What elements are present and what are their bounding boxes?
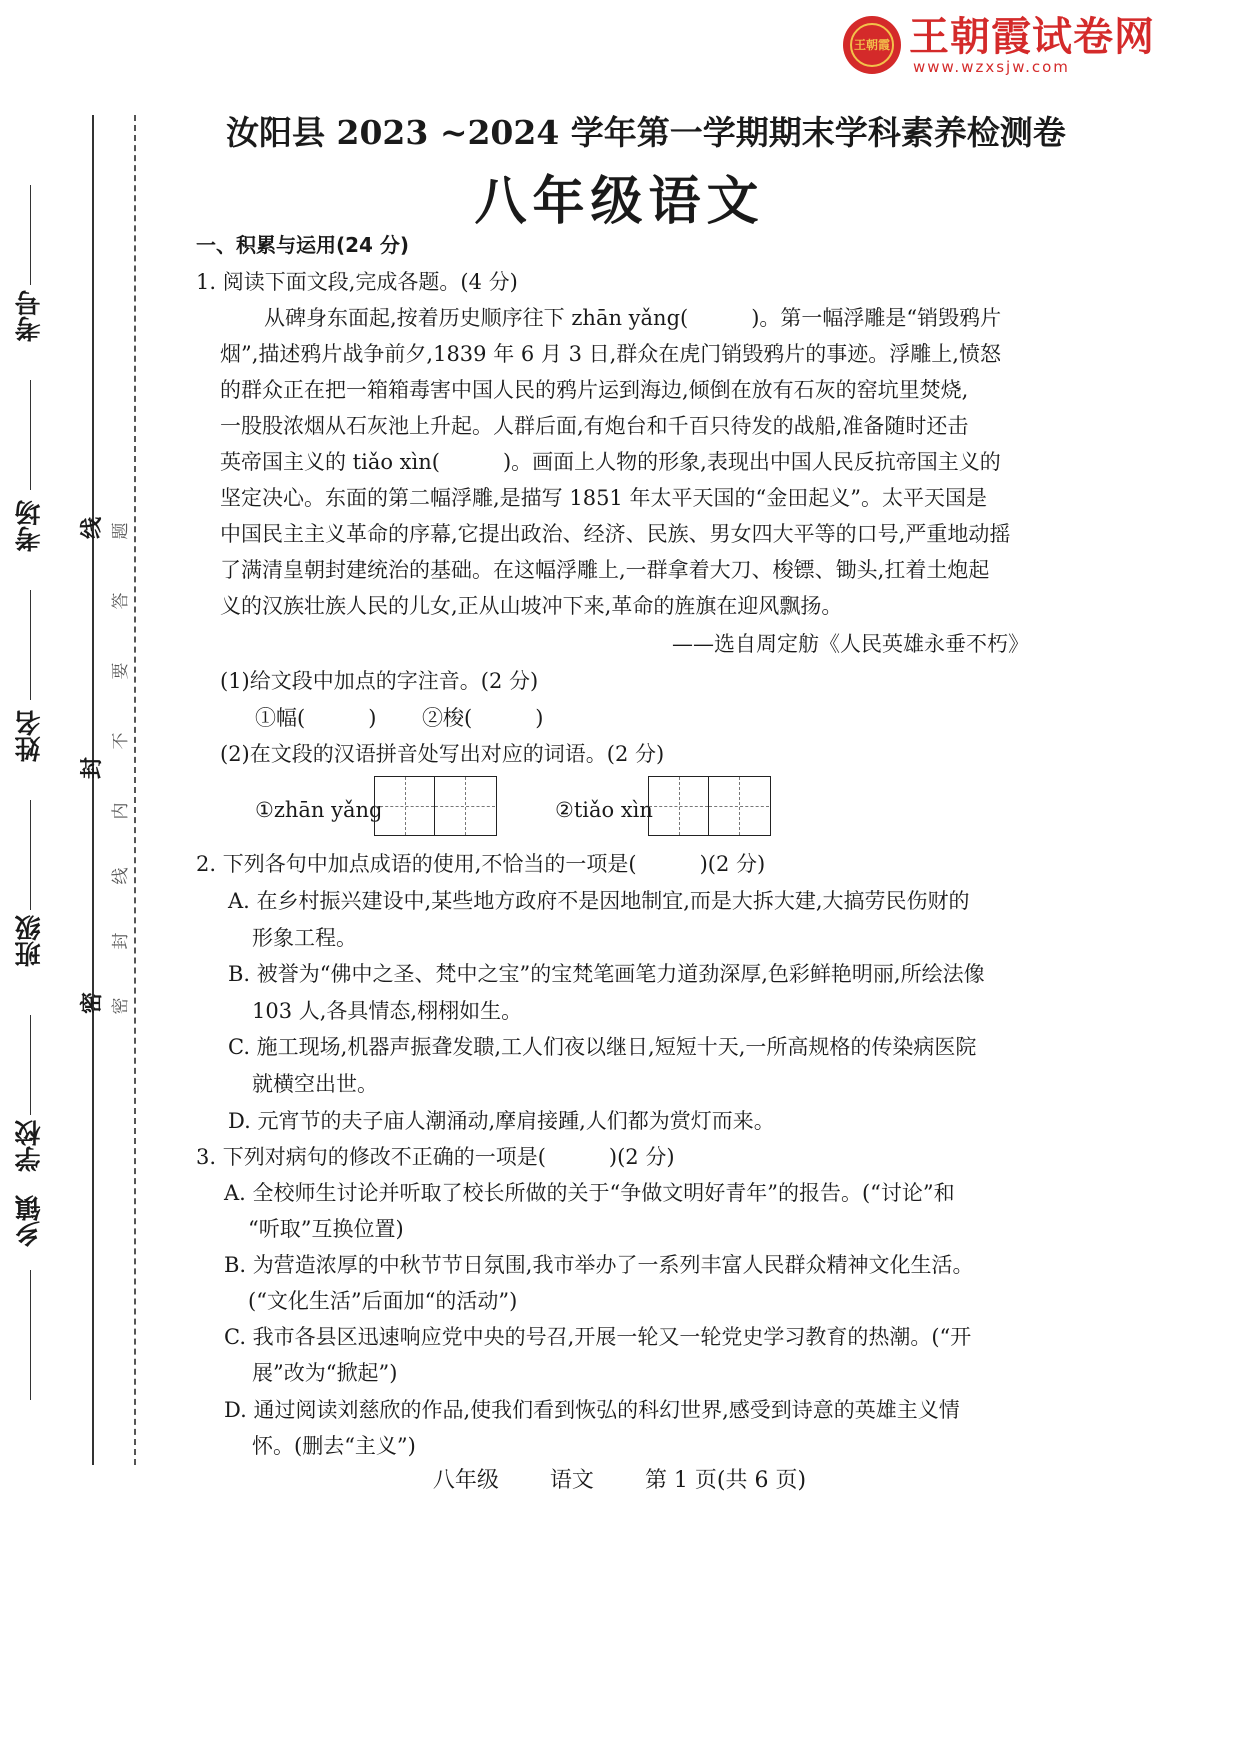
q3-option-c-cont: 展”改为“掀起”) [252,1361,398,1385]
q1-source: ——选自周定舫《人民英雄永垂不朽》 [672,632,1029,656]
q1-passage-line: 义的汉族壮族人民的儿女,正从山坡冲下来,革命的旌旗在迎风飘扬。 [220,594,843,618]
q2-option-b: B. 被誉为“佛中之圣、梵中之宝”的宝梵笔画笔力道劲深厚,色彩鲜艳明丽,所绘法像 [228,962,985,986]
q1-passage-line: 从碑身东面起,按着历史顺序往下 zhān yǎng( )。第一幅浮雕是“销毁鸦片 [264,306,1002,330]
seal-small-da: 答 [111,592,131,610]
q1-sub2-item-1: ①zhān yǎng [255,798,383,822]
q3-option-a: A. 全校师生讨论并听取了校长所做的关于“争做文明好青年”的报告。(“讨论”和 [224,1181,955,1205]
q2-stem: 2. 下列各句中加点成语的使用,不恰当的一项是( )(2 分) [196,852,766,876]
blank-xuexiao [30,1015,31,1115]
blank-kaochang [30,380,31,490]
seal-xian-big: 线 [80,517,105,540]
footer-subject: 语文 [549,1468,594,1493]
q2-option-a: A. 在乡村振兴建设中,某些地方政府不是因地制宜,而是大拆大建,大搞劳民伤财的 [228,889,970,913]
q1-sub1-item-2: ②梭( ) [422,706,544,730]
exam-title: 汝阳县 2023 ~2024 学年第一学期期末学科素养检测卷 [226,113,1066,152]
q3-option-a-cont: “听取”互换位置) [248,1217,404,1241]
logo-url: www.wzxsjw.com [913,58,1070,76]
q3-option-d: D. 通过阅读刘慈欣的作品,使我们看到恢弘的科幻世界,感受到诗意的英雄主义情 [224,1398,960,1422]
q2-option-a-cont: 形象工程。 [252,926,357,950]
field-kaohao: 考号 [15,290,45,342]
logo-badge [843,16,901,74]
field-banji: 班级 [15,915,45,967]
q1-passage-line: 的群众正在把一箱箱毒害中国人民的鸦片运到海边,倾倒在放有石灰的窑坑里焚烧, [220,378,969,402]
blank-xingming [30,590,31,700]
q1-passage-line: 一股股浓烟从石灰池上升起。人群后面,有炮台和千百只待发的战船,准备随时还击 [220,414,969,438]
exam-subject: 八年级语文 [474,171,765,232]
q1-passage-line: 坚定决心。东面的第二幅浮雕,是描写 1851 年太平天国的“金田起义”。太平天国是 [220,486,987,510]
q1-sub2-item-2: ②tiǎo xìn [555,798,653,822]
q3-option-b-cont: (“文化生活”后面加“的活动”) [248,1289,518,1313]
q1-sub1: (1)给文段中加点的字注音。(2 分) [220,669,539,693]
footer-grade: 八年级 [432,1468,499,1493]
field-xingming: 姓名 [15,710,45,762]
seal-small-bu: 不 [111,732,131,750]
seal-small-xian: 线 [111,867,131,885]
logo-name: 王朝霞试卷网 [909,14,1155,60]
q1-passage-line: 英帝国主义的 tiǎo xìn( )。画面上人物的形象,表现出中国人民反抗帝国主义的 [220,450,1001,474]
field-kaochang: 考场 [15,500,45,552]
q2-option-b-cont: 103 人,各具情态,栩栩如生。 [252,999,523,1023]
answer-cell[interactable] [709,777,769,835]
answer-cell[interactable] [435,777,495,835]
field-xiangzhen: 乡镇 [15,1195,45,1247]
answer-grid-tiaoxin[interactable] [648,776,771,836]
q1-passage-line: 中国民主主义革命的序幕,它提出政治、经济、民族、男女四大平等的口号,严重地动摇 [220,522,1011,546]
seal-mi-big: 密 [80,992,105,1015]
footer-page: 第 1 页(共 6 页) [644,1468,807,1493]
q1-sub1-item-1: ①幅( ) [255,706,377,730]
seal-small-ti: 题 [111,522,131,540]
q3-option-c: C. 我市各县区迅速响应党中央的号召,开展一轮又一轮党史学习教育的热潮。(“开 [224,1325,972,1349]
q2-option-c-cont: 就横空出世。 [252,1072,378,1096]
section-heading: 一、积累与运用(24 分) [196,233,410,257]
answer-cell[interactable] [649,777,709,835]
logo-badge-text: 王朝霞 [850,23,894,67]
page-footer [0,1466,1239,1496]
binding-dashed-line [134,115,136,1465]
q1-stem: 1. 阅读下面文段,完成各题。(4 分) [196,270,518,294]
q1-passage-line: 了满清皇朝封建统治的基础。在这幅浮雕上,一群拿着大刀、梭镖、锄头,扛着土炮起 [220,558,990,582]
q1-sub2: (2)在文段的汉语拼音处写出对应的词语。(2 分) [220,742,665,766]
answer-cell[interactable] [375,777,435,835]
q1-passage-line: 烟”,描述鸦片战争前夕,1839 年 6 月 3 日,群众在虎门销毁鸦片的事迹。浮雕上,愤怒 [220,342,1001,366]
q3-option-b: B. 为营造浓厚的中秋节节日氛围,我市举办了一系列丰富人民群众精神文化生活。 [224,1253,974,1277]
q3-stem: 3. 下列对病句的修改不正确的一项是( )(2 分) [196,1145,675,1169]
q2-option-d: D. 元宵节的夫子庙人潮涌动,摩肩接踵,人们都为赏灯而来。 [228,1109,775,1133]
seal-small-mi: 密 [111,997,131,1015]
blank-xiangzhen [30,1270,31,1400]
seal-small-nei: 内 [111,802,131,820]
q2-option-c: C. 施工现场,机器声振聋发聩,工人们夜以继日,短短十天,一所高规格的传染病医院 [228,1035,977,1059]
blank-banji [30,800,31,910]
site-logo [843,14,1165,76]
field-xuexiao: 学校 [15,1120,45,1172]
seal-feng-big: 封 [80,757,105,780]
binding-solid-line [92,115,94,1465]
seal-small-feng: 封 [111,932,131,950]
seal-small-yao: 要 [111,662,131,680]
q3-option-d-cont: 怀。(删去“主义”) [252,1434,416,1458]
answer-grid-zhanyang[interactable] [374,776,497,836]
